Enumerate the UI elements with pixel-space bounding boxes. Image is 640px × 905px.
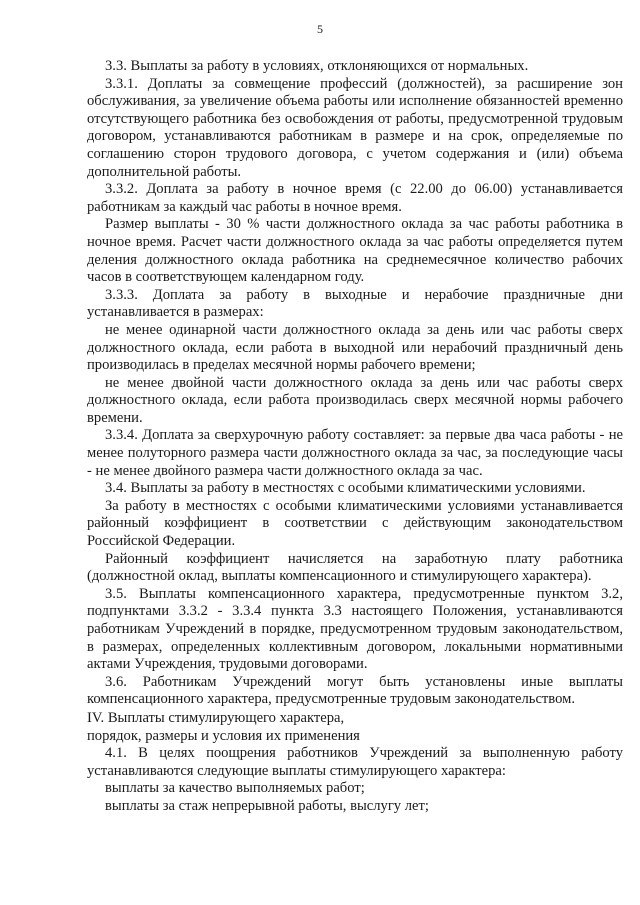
section-heading-line-2: порядок, размеры и условия их применения [87,727,360,744]
paragraph-climate-coefficient: За работу в местностях с особыми климатическими условиями устанавливается районный коэффициент в соответствии с действующим законодательством Российской Федерации. [87,497,623,550]
paragraph-single-rate: не менее одинарной части должностного оклада за день или час работы сверх должностного оклада, если работа в выходной или нерабочий праздничный день производилась в пределах месячной нормы рабочего времени; [87,321,623,374]
list-item-quality: выплаты за качество выполняемых работ; [105,780,365,797]
paragraph-3-3-1: 3.3.1. Доплаты за совмещение профессий (должностей), за расширение зон обслуживания, за увеличение объема работы или исполнение обязанностей временно отсутствующего работника без освобождения от работы, предусмотренной трудовым договором, устанавливаются работникам в размере и на срок, определяемые по соглашению сторон трудового договора, с учетом содержания и (или) объема дополнительной работы. [87,75,623,180]
list-item-seniority: выплаты за стаж непрерывной работы, выслугу лет; [105,797,429,814]
page-number: 5 [317,22,323,36]
paragraph-night-pay-size: Размер выплаты - 30 % части должностного оклада за час работы работника в ночное время. Расчет части должностного оклада за час работы определяется путем деления должностного оклада работника на среднемесячное количество рабочих часов в соответствующем календарном году. [87,216,623,286]
paragraph-double-rate: не менее двойной части должностного оклада за день или час работы сверх должностного оклада, если работа производилась сверх месячной нормы рабочего времени. [87,374,623,426]
paragraph-3-3: 3.3. Выплаты за работу в условиях, отклоняющихся от нормальных. [105,58,529,74]
paragraph-3-3-3: 3.3.3. Доплата за работу в выходные и нерабочие праздничные дни устанавливается в размерах: [87,286,623,321]
paragraph-3-5: 3.5. Выплаты компенсационного характера, предусмотренные пунктом 3.2, подпунктами 3.3.2 - 3.3.4 пункта 3.3 настоящего Положения, устанавливаются работникам Учреждений в порядке, предусмотренном трудовым законодательством, в размерах, определенных коллективным договором, локальными нормативными актами Учреждения, трудовыми договорами. [87,585,623,673]
paragraph-3-6: 3.6. Работникам Учреждений могут быть установлены иные выплаты компенсационного характера, предусмотренные трудовым законодательством. [87,673,623,708]
paragraph-coefficient-accrual: Районный коэффициент начисляется на заработную плату работника (должностной оклад, выплаты компенсационного и стимулирующего характера). [87,550,623,585]
section-heading-line-1: IV. Выплаты стимулирующего характера, [87,709,345,726]
paragraph-3-3-2: 3.3.2. Доплата за работу в ночное время (с 22.00 до 06.00) устанавливается работникам за каждый час работы в ночное время. [87,181,623,215]
paragraph-4-1: 4.1. В целях поощрения работников Учреждений за выполненную работу устанавливаются следующие выплаты стимулирующего характера: [87,744,623,779]
section-heading [87,709,623,745]
document-body [87,58,623,815]
paragraph-3-4: 3.4. Выплаты за работу в местностях с особыми климатическими условиями. [105,480,586,497]
paragraph-3-3-4: 3.3.4. Доплата за сверхурочную работу составляет: за первые два часа работы - не менее полуторного размера части должностного оклада за час, за последующие часы - не менее двойного размера части должностного оклада за час. [87,427,623,479]
